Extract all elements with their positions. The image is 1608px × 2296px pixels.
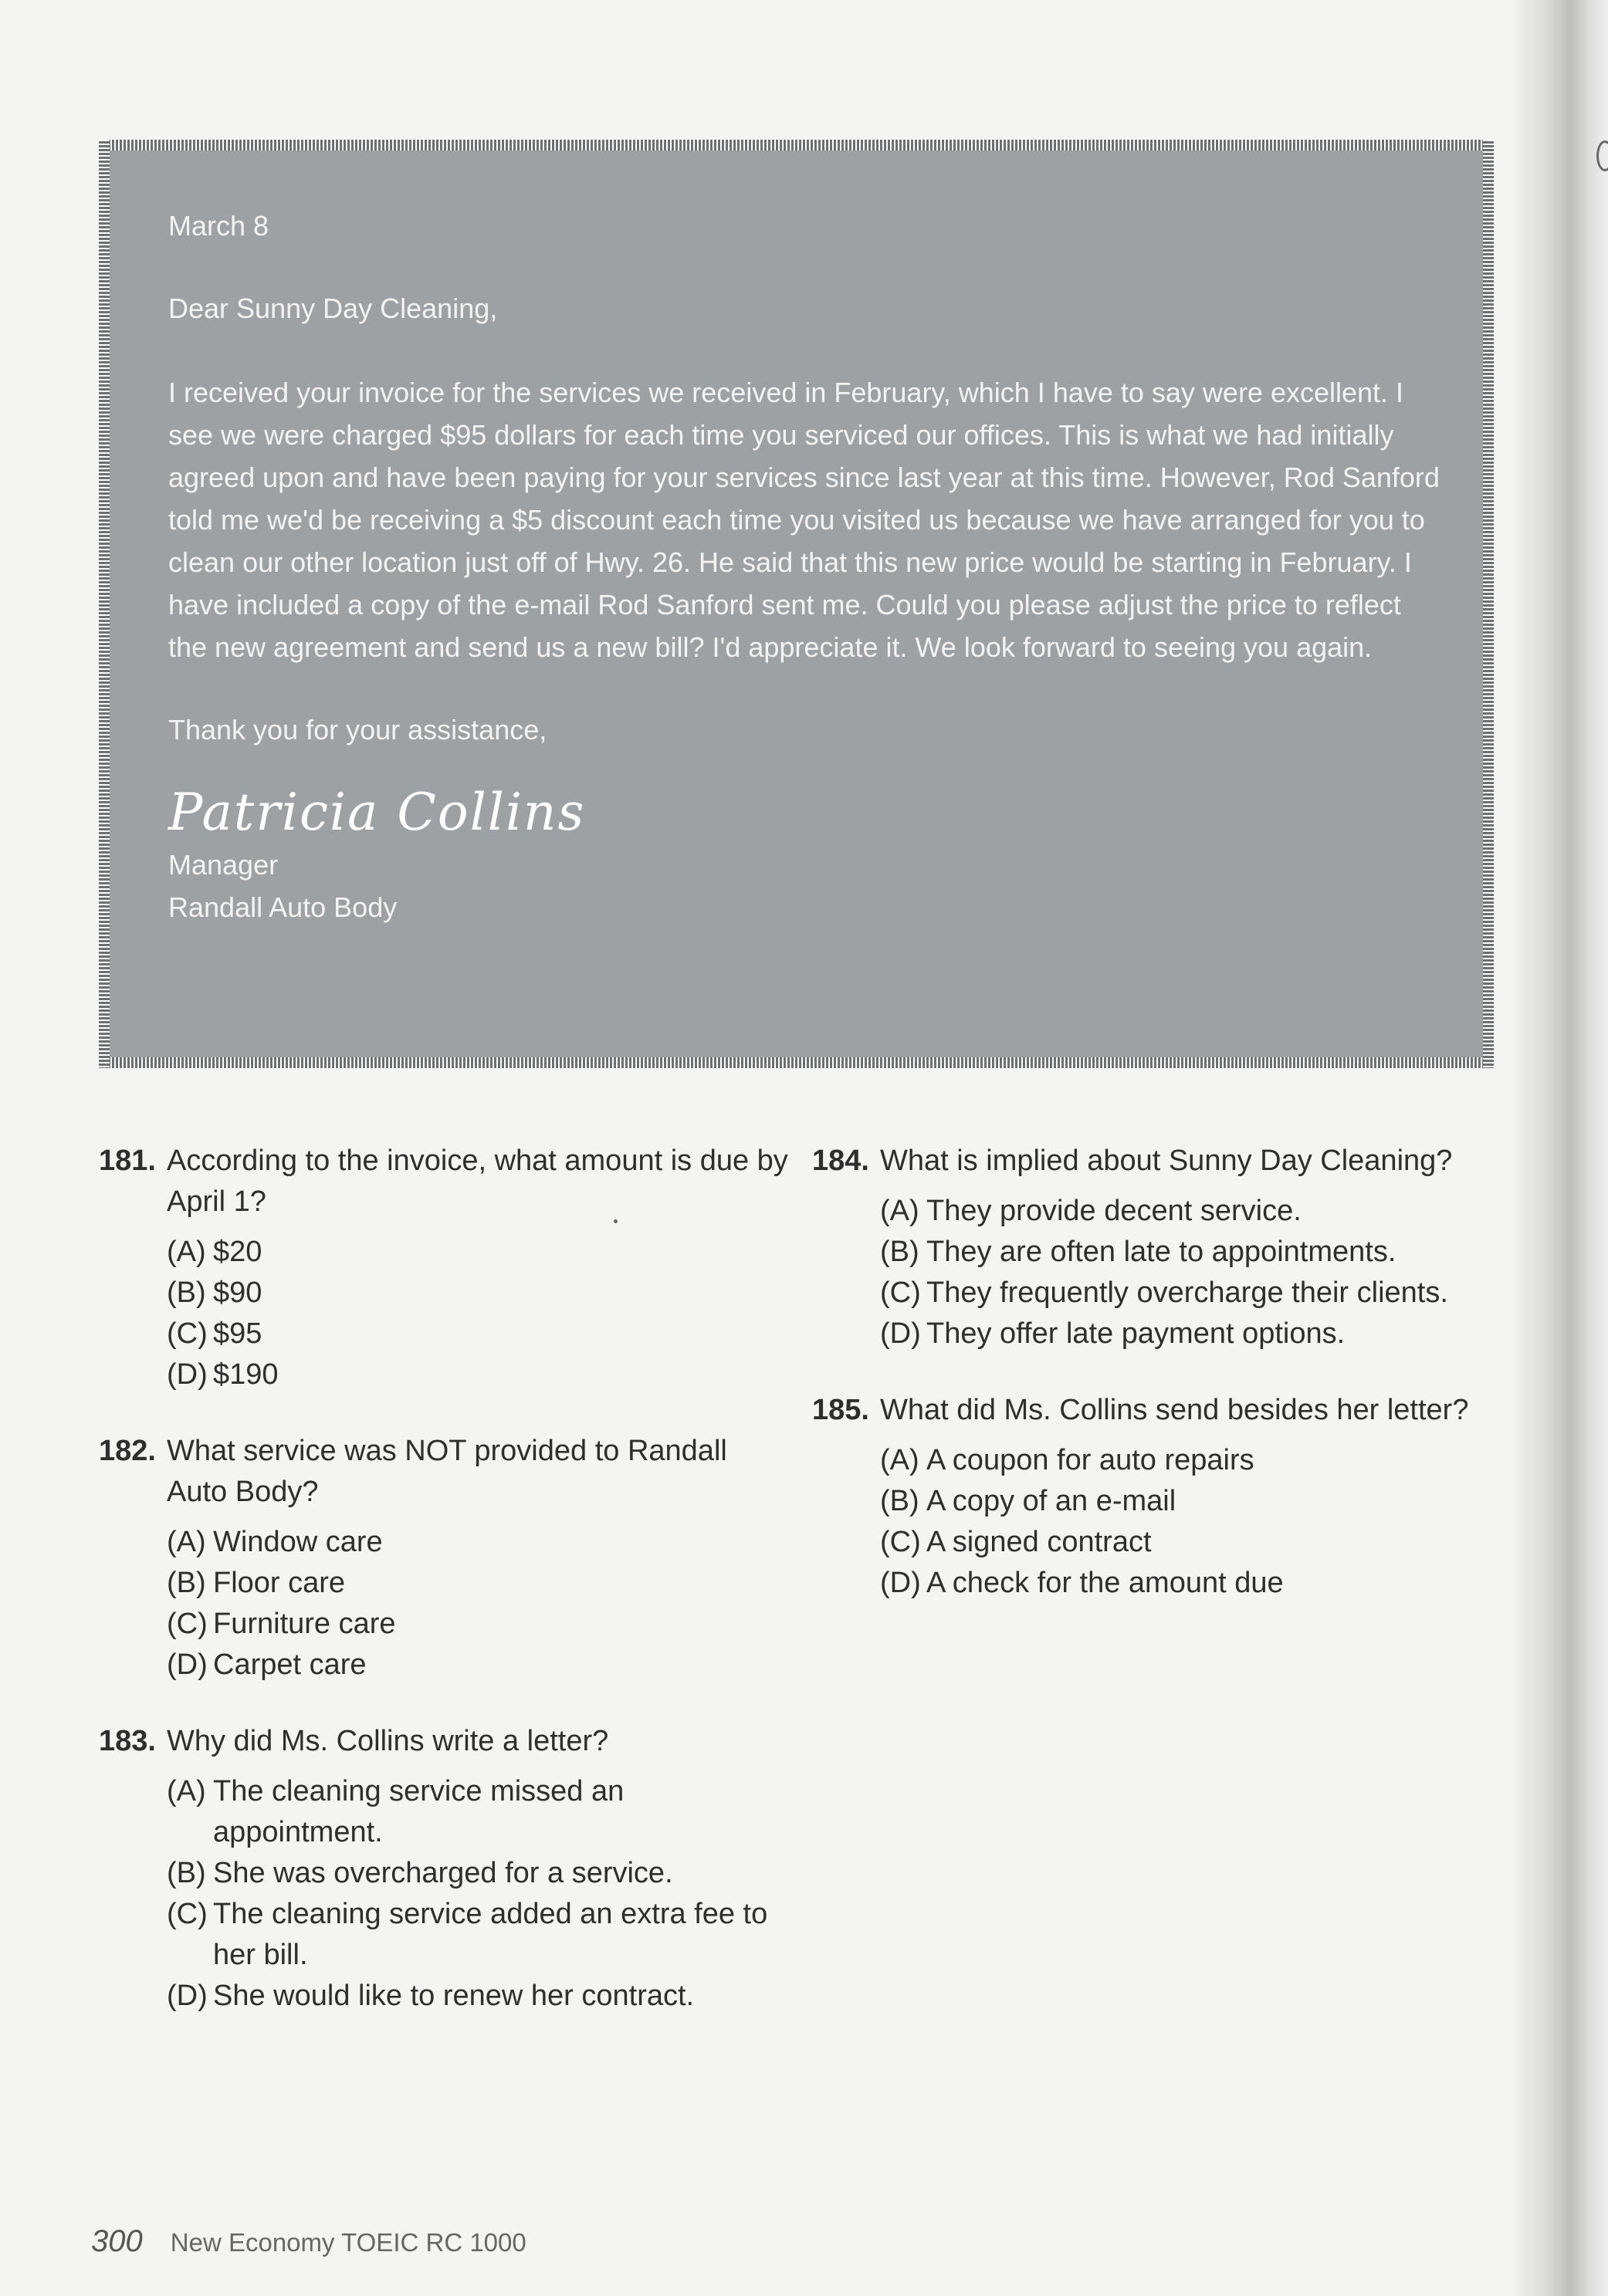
answer-options: [99, 1522, 794, 1686]
letter-box: [99, 140, 1494, 1068]
option-letter: (B): [167, 1276, 206, 1309]
option-text: She would like to renew her contract.: [213, 1980, 695, 2012]
answer-option[interactable]: [880, 1522, 1507, 1563]
book-title: New Economy TOEIC RC 1000: [170, 2228, 526, 2257]
option-text: $95: [213, 1317, 262, 1350]
answer-option[interactable]: [880, 1314, 1507, 1354]
page-edge-mark: [1596, 140, 1608, 171]
letter-border-bottom: [99, 1057, 1494, 1068]
letter-signature: Patricia Collins: [168, 783, 586, 842]
option-letter: (D): [167, 1648, 208, 1681]
question-text: What service was NOT provided to Randall Auto Body?: [167, 1435, 727, 1508]
letter-greeting: Dear Sunny Day Cleaning,: [168, 292, 498, 324]
question-number: 184.: [812, 1145, 869, 1177]
question-stem: [99, 1431, 794, 1513]
option-letter: (B): [880, 1485, 919, 1517]
option-text: A check for the amount due: [926, 1567, 1284, 1599]
answer-option[interactable]: [167, 1604, 794, 1645]
question-stem: [99, 1721, 794, 1762]
answer-option[interactable]: [167, 1232, 794, 1273]
option-letter: (A): [880, 1444, 919, 1476]
answer-option[interactable]: [167, 1976, 794, 2017]
option-text: They are often late to appointments.: [926, 1236, 1396, 1268]
option-text: Floor care: [213, 1567, 346, 1599]
question-text: What is implied about Sunny Day Cleaning?: [880, 1145, 1453, 1177]
answer-option[interactable]: [167, 1771, 794, 1853]
answer-options: [99, 1771, 794, 2017]
page-gutter-shadow: [1515, 0, 1608, 2296]
option-text: $190: [213, 1358, 279, 1391]
question-181: [99, 1141, 794, 1395]
answer-option[interactable]: [167, 1563, 794, 1604]
option-letter: (C): [167, 1608, 208, 1640]
answer-option[interactable]: [167, 1522, 794, 1563]
question-183: [99, 1721, 794, 2017]
option-letter: (A): [167, 1526, 206, 1558]
option-letter: (D): [880, 1317, 921, 1350]
question-185: [812, 1390, 1507, 1604]
letter-sender-company: Randall Auto Body: [168, 891, 398, 923]
questions-left-column: [99, 1141, 794, 2052]
option-letter: (B): [167, 1567, 206, 1599]
answer-option[interactable]: [167, 1273, 794, 1314]
question-stem: [99, 1141, 794, 1222]
option-letter: (D): [167, 1358, 208, 1391]
option-text: Furniture care: [213, 1608, 396, 1640]
question-number: 183.: [99, 1725, 156, 1757]
option-letter: (B): [167, 1857, 206, 1889]
question-stem: [812, 1390, 1507, 1431]
scan-speck: [614, 1219, 618, 1223]
option-text: They frequently overcharge their clients.: [926, 1276, 1448, 1309]
option-letter: (D): [880, 1567, 921, 1599]
letter-closing: Thank you for your assistance,: [168, 714, 547, 746]
option-text: The cleaning service missed an appointment.: [213, 1775, 625, 1848]
answer-option[interactable]: [880, 1481, 1507, 1522]
question-text: According to the invoice, what amount is due by April 1?: [167, 1145, 788, 1218]
option-letter: (B): [880, 1236, 919, 1268]
page-number: 300: [91, 2224, 143, 2258]
question-stem: [812, 1141, 1507, 1182]
option-text: She was overcharged for a service.: [213, 1857, 673, 1889]
question-182: [99, 1431, 794, 1686]
letter-border-top: [99, 140, 1494, 150]
option-text: $20: [213, 1236, 262, 1268]
question-number: 181.: [99, 1145, 156, 1177]
answer-option[interactable]: [167, 1354, 794, 1395]
answer-option[interactable]: [880, 1232, 1507, 1273]
letter-border-left: [99, 140, 110, 1068]
answer-options: [812, 1191, 1507, 1354]
option-letter: (C): [167, 1317, 208, 1350]
answer-option[interactable]: [167, 1645, 794, 1686]
answer-option[interactable]: [167, 1853, 794, 1894]
option-letter: (A): [167, 1775, 206, 1807]
question-184: [812, 1141, 1507, 1354]
letter-border-right: [1483, 140, 1494, 1068]
option-letter: (A): [880, 1195, 919, 1227]
option-letter: (A): [167, 1236, 206, 1268]
option-text: $90: [213, 1276, 262, 1309]
answer-option[interactable]: [167, 1894, 794, 1976]
answer-option[interactable]: [880, 1440, 1507, 1481]
option-text: They offer late payment options.: [926, 1317, 1346, 1350]
answer-option[interactable]: [880, 1191, 1507, 1232]
option-text: The cleaning service added an extra fee to her bill.: [213, 1898, 768, 1971]
question-text: Why did Ms. Collins write a letter?: [167, 1725, 609, 1757]
letter-body: I received your invoice for the services we received in February, which I have to say were excellent. I see we were charged $95 dollars for each time you serviced our offices. This is what we had initially agreed upon and have been paying for your services since last year at this time. However, Rod Sanford told me we'd be receiving a $5 discount each time you visited us because we have arranged for you to clean our other location just off of Hwy. 26. He said that this new price would be starting in February. I have included a copy of the e-mail Rod Sanford sent me. Could you please adjust the price to reflect the new agreement and send us a new bill? I'd appreciate it. We look forward to seeing you again.: [168, 377, 1440, 663]
option-text: Carpet care: [213, 1648, 367, 1681]
question-text: What did Ms. Collins send besides her letter?: [880, 1394, 1469, 1426]
option-text: A signed contract: [926, 1526, 1152, 1558]
option-letter: (D): [167, 1980, 208, 2012]
option-text: A coupon for auto repairs: [926, 1444, 1254, 1476]
question-number: 185.: [812, 1394, 869, 1426]
option-text: Window care: [213, 1526, 383, 1558]
letter-content: [168, 205, 1442, 928]
answer-options: [99, 1232, 794, 1395]
option-text: They provide decent service.: [926, 1195, 1302, 1227]
questions-right-column: [812, 1141, 1507, 1639]
letter-date: March 8: [168, 210, 269, 242]
answer-option[interactable]: [167, 1314, 794, 1354]
letter-sender-title: Manager: [168, 849, 279, 881]
page-footer: [91, 2224, 526, 2259]
answer-options: [812, 1440, 1507, 1604]
answer-option[interactable]: [880, 1563, 1507, 1604]
option-letter: (C): [167, 1898, 208, 1930]
option-letter: (C): [880, 1526, 921, 1558]
option-text: A copy of an e-mail: [926, 1485, 1176, 1517]
option-letter: (C): [880, 1276, 921, 1309]
question-number: 182.: [99, 1435, 156, 1467]
answer-option[interactable]: [880, 1273, 1507, 1314]
